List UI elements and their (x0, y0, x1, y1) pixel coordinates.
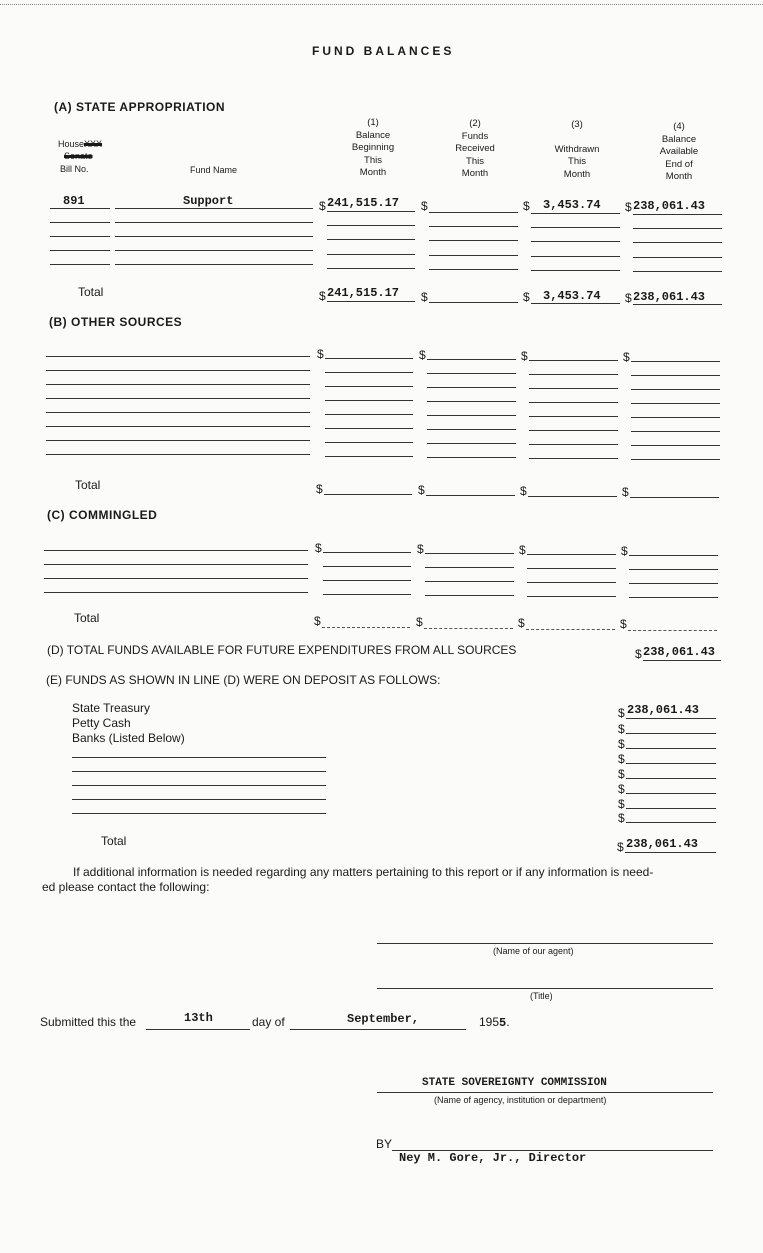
dollar-sign: $ (418, 483, 425, 497)
dollar-sign: $ (520, 484, 527, 498)
month-line (290, 1029, 466, 1030)
dollar-sign: $ (621, 544, 628, 558)
total-withdrawn: 3,453.74 (543, 289, 601, 303)
section-d-amount: 238,061.43 (643, 645, 716, 659)
contact-line-2: ed please contact the following: (42, 880, 210, 894)
dollar-sign: $ (523, 199, 530, 213)
section-b-total-label: Total (75, 478, 101, 492)
agency-name: STATE SOVEREIGNTY COMMISSION (422, 1077, 607, 1089)
section-a-heading: (A) STATE APPROPRIATION (54, 100, 226, 114)
section-e-text: (E) FUNDS AS SHOWN IN LINE (D) WERE ON DEPOSIT AS FOLLOWS: (46, 673, 441, 687)
dollar-sign: $ (315, 541, 322, 555)
dollar-sign: $ (518, 616, 525, 630)
contact-line-1: If additional information is needed regarding any matters pertaining to this report or if any information is need- (73, 865, 654, 879)
row-fund-name: Support (183, 194, 234, 208)
col-fund-name: Fund Name (190, 165, 238, 175)
dollar-sign: $ (317, 347, 324, 361)
state-treasury-label: State Treasury (72, 701, 151, 715)
section-e-total-label: Total (101, 834, 127, 848)
submitted-month: September, (347, 1012, 420, 1026)
col-1-header: (1) Balance Beginning This Month (351, 117, 395, 178)
page-title: FUND BALANCES (312, 44, 455, 58)
day-line (146, 1029, 250, 1030)
dollar-sign: $ (618, 752, 625, 766)
section-c-heading: (C) COMMINGLED (47, 508, 158, 522)
dollar-sign: $ (618, 811, 625, 825)
col-2-header: (2) Funds Received This Month (455, 118, 495, 179)
agency-line (377, 1092, 713, 1093)
total-beginning-balance: 241,515.17 (327, 286, 400, 300)
dollar-sign: $ (618, 737, 625, 751)
section-c-total-label: Total (74, 611, 100, 625)
dollar-sign: $ (625, 291, 632, 305)
top-perforation (0, 4, 763, 5)
col-senate-struck: Senate (64, 151, 93, 161)
row-balance-available: 238,061.43 (633, 199, 706, 213)
row-withdrawn: 3,453.74 (543, 198, 601, 212)
dollar-sign: $ (519, 543, 526, 557)
agency-caption: (Name of agency, institution or department) (434, 1095, 607, 1105)
dollar-sign: $ (618, 782, 625, 796)
row-bill-no: 891 (63, 194, 85, 208)
state-treasury-amount: 238,061.43 (627, 703, 700, 717)
dollar-sign: $ (622, 485, 629, 499)
section-e-total-amount: 238,061.43 (626, 837, 699, 851)
section-e-total-underline (625, 852, 716, 853)
by-label: BY (376, 1137, 393, 1151)
section-d-text: (D) TOTAL FUNDS AVAILABLE FOR FUTURE EXPENDITURES FROM ALL SOURCES (47, 643, 517, 657)
title-caption: (Title) (530, 991, 553, 1001)
dollar-sign: $ (316, 482, 323, 496)
dollar-sign: $ (620, 617, 627, 631)
dollar-sign: $ (623, 350, 630, 364)
dollar-sign: $ (421, 290, 428, 304)
dollar-sign: $ (618, 722, 625, 736)
dollar-sign: $ (617, 840, 624, 854)
submitted-day-of: day of (252, 1015, 285, 1029)
col-house-label: HouseXXX (58, 139, 103, 149)
section-a-total-label: Total (78, 285, 104, 299)
col-4-header: (4) Balance Available End of Month (659, 121, 699, 182)
submitted-year: 1955. (479, 1015, 510, 1030)
dollar-sign: $ (625, 200, 632, 214)
col-bill-no: Bill No. (60, 164, 89, 174)
dollar-sign: $ (416, 615, 423, 629)
submitted-day: 13th (184, 1011, 213, 1025)
dollar-sign: $ (417, 542, 424, 556)
submitted-prefix: Submitted this the (40, 1015, 137, 1029)
agent-caption: (Name of our agent) (493, 946, 574, 956)
dollar-sign: $ (618, 797, 625, 811)
dollar-sign: $ (419, 348, 426, 362)
section-b-heading: (B) OTHER SOURCES (49, 315, 183, 329)
total-balance-available: 238,061.43 (633, 290, 706, 304)
dollar-sign: $ (319, 199, 326, 213)
row-beginning-balance: 241,515.17 (327, 196, 400, 210)
col-3-header: (3) Withdrawn This Month (554, 119, 600, 180)
section-d-underline (643, 660, 721, 661)
signer-name: Ney M. Gore, Jr., Director (399, 1151, 587, 1165)
petty-cash-label: Petty Cash (72, 716, 131, 730)
dollar-sign: $ (421, 199, 428, 213)
dollar-sign: $ (314, 614, 321, 628)
dollar-sign: $ (618, 767, 625, 781)
dollar-sign: $ (521, 349, 528, 363)
title-line (377, 988, 713, 989)
agent-signature-line (377, 943, 713, 944)
banks-label: Banks (Listed Below) (72, 731, 185, 745)
dollar-sign: $ (635, 647, 642, 661)
dollar-sign: $ (319, 289, 326, 303)
dollar-sign: $ (523, 290, 530, 304)
dollar-sign: $ (618, 706, 625, 720)
